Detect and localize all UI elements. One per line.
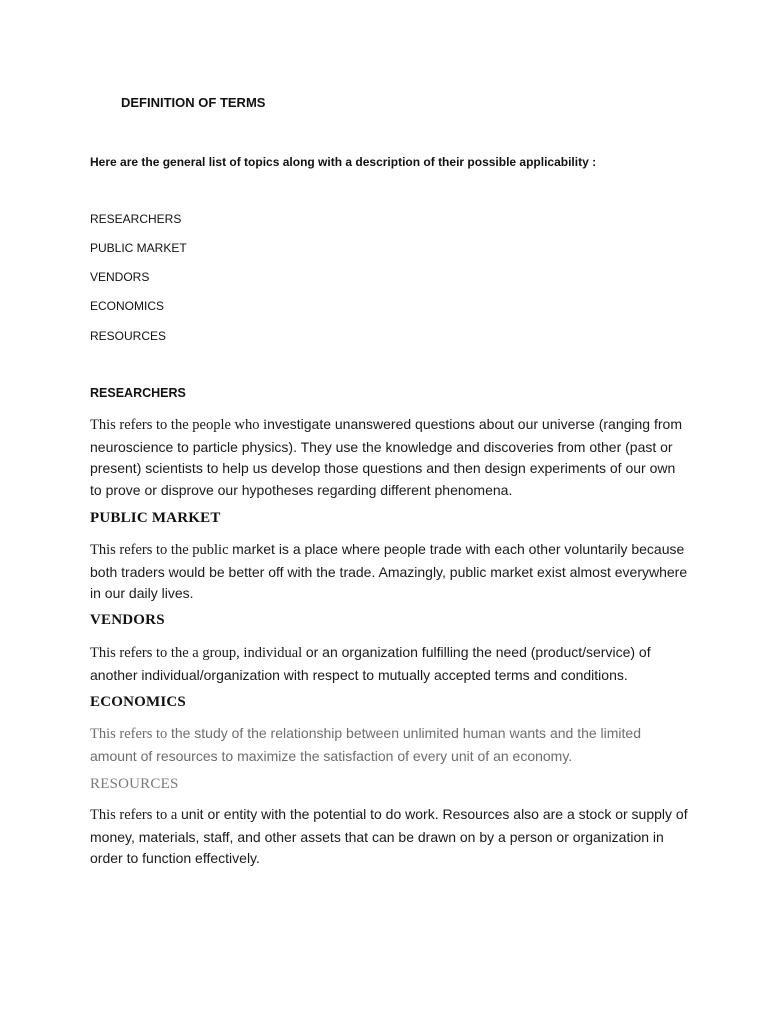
body-lead: This refers to the people who i xyxy=(90,417,268,433)
toc-item-researchers: RESEARCHERS xyxy=(90,212,182,226)
toc-item-economics: ECONOMICS xyxy=(90,299,165,313)
body-lead: This refers to the public xyxy=(90,542,233,558)
body-lead: This refers to xyxy=(90,726,171,742)
toc-item-public-market: PUBLIC MARKET xyxy=(90,241,187,255)
body-text: market is a place where people trade with each other voluntarily because both traders would be better off with the trade. Amazingly, public market exist almost everywhere in our daily lives. xyxy=(90,541,688,601)
section-heading-public-market: PUBLIC MARKET xyxy=(90,510,221,526)
section-heading-economics: ECONOMICS xyxy=(90,694,186,710)
intro-text: Here are the general list of topics along with a description of their possible applicability : xyxy=(90,155,597,169)
body-lead: This refers to a xyxy=(90,807,181,823)
section-body-economics xyxy=(90,723,690,767)
section-body-vendors xyxy=(90,642,690,686)
section-heading-resources: RESOURCES xyxy=(90,776,179,792)
section-heading-researchers: RESEARCHERS xyxy=(90,386,186,400)
body-text: or an organization fulfilling the need (product/service) of another individual/organization with respect to mutually accepted terms and conditions. xyxy=(90,644,651,683)
document-title: DEFINITION OF TERMS xyxy=(121,95,266,110)
toc-item-resources: RESOURCES xyxy=(90,329,167,343)
body-text: unit or entity with the potential to do work. Resources also are a stock or supply of money, materials, staff, and other assets that can be drawn on by a person or organization in order to function effectively. xyxy=(90,806,688,866)
section-body-researchers xyxy=(90,414,690,501)
section-body-public-market xyxy=(90,539,690,605)
toc-item-vendors: VENDORS xyxy=(90,270,150,284)
section-body-resources xyxy=(90,804,690,870)
section-heading-vendors: VENDORS xyxy=(90,612,165,628)
body-text: nvestigate unanswered questions about our universe (ranging from neuroscience to particle physics). They use the knowledge and discoveries from other (past or present) scientists to help us develop those questions and then design experiments of our own to prove or disprove our hypotheses regarding different phenomena. xyxy=(90,416,682,498)
body-lead: This refers to the a group, individual xyxy=(90,645,306,661)
body-text: the study of the relationship between unlimited human wants and the limited amount of resources to maximize the satisfaction of every unit of an economy. xyxy=(90,725,641,764)
